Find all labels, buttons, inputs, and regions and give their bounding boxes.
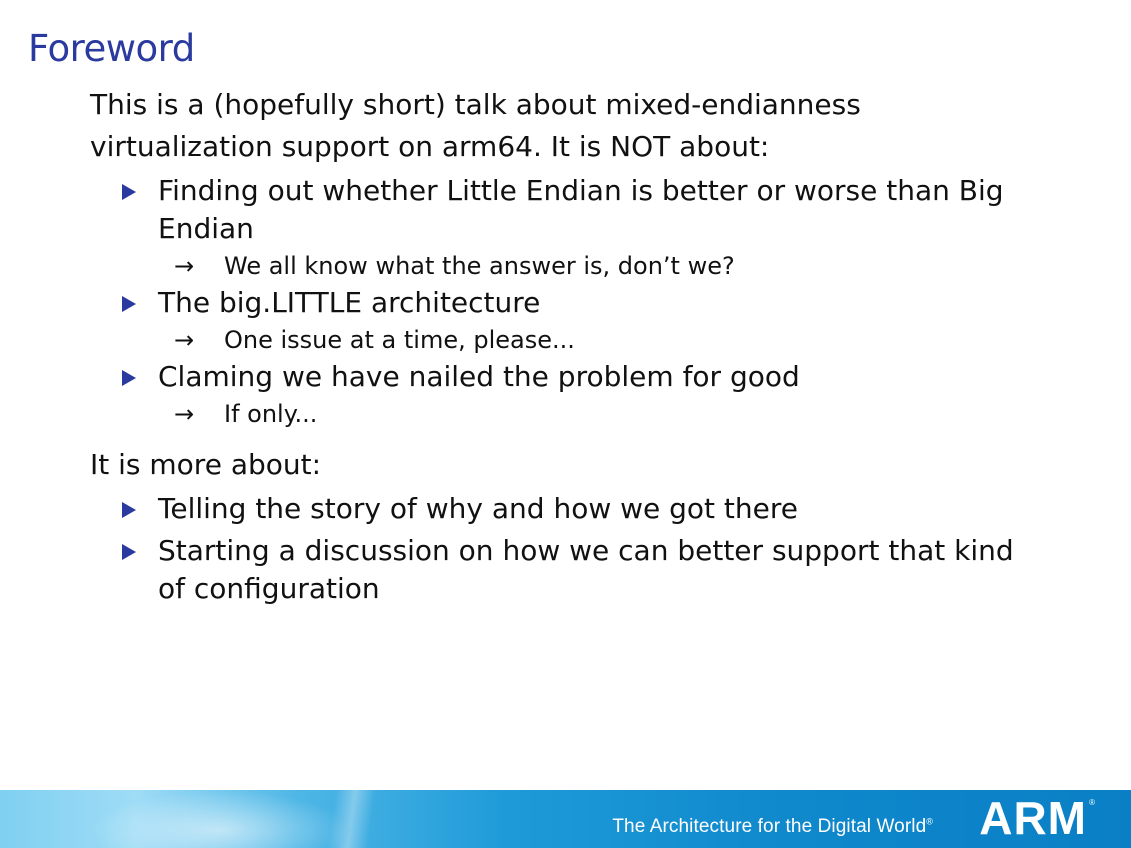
arrow-right-icon: →	[174, 252, 195, 280]
tagline-text: The Architecture for the Digital World	[612, 816, 927, 837]
triangle-right-icon	[122, 184, 136, 200]
list-item	[90, 358, 1050, 432]
not-about-list	[90, 172, 1050, 432]
sub-item-text: If only...	[224, 400, 318, 428]
bullet-text: Claming we have nailed the problem for good	[158, 360, 800, 393]
intro-line-1: This is a (hopefully short) talk about mixed-endianness	[90, 88, 861, 121]
triangle-right-icon	[122, 296, 136, 312]
slide-title: Foreword	[28, 27, 195, 70]
tagline-mark: ®	[926, 816, 933, 827]
intro-paragraph	[90, 84, 1050, 168]
arrow-right-icon: →	[174, 326, 195, 354]
arrow-right-icon: →	[174, 400, 195, 428]
triangle-right-icon	[122, 544, 136, 560]
footer-banner	[0, 790, 1131, 848]
footer-tagline	[612, 816, 933, 838]
arm-logo: ARM	[979, 792, 1087, 844]
list-item	[90, 532, 1050, 608]
more-about-heading: It is more about:	[90, 448, 322, 481]
footer-swoosh	[90, 790, 350, 848]
bullet-text: Starting a discussion on how we can better support that kind	[158, 534, 1014, 567]
bullet-text-cont: of configuration	[158, 572, 380, 605]
sub-item	[90, 396, 1050, 432]
list-item	[90, 172, 1050, 284]
more-about-list	[90, 490, 1050, 608]
list-item	[90, 490, 1050, 528]
triangle-right-icon	[122, 502, 136, 518]
bullet-text-cont: Endian	[158, 212, 254, 245]
slide-content	[90, 84, 1050, 608]
bullet-text: Telling the story of why and how we got there	[158, 492, 799, 525]
bullet-text: Finding out whether Little Endian is better or worse than Big	[158, 174, 1004, 207]
bullet-text: The big.LITTLE architecture	[158, 286, 541, 319]
intro-line-2: virtualization support on arm64. It is NOT about:	[90, 130, 770, 163]
logo-registered-mark: ®	[1089, 798, 1095, 807]
list-item	[90, 284, 1050, 358]
triangle-right-icon	[122, 370, 136, 386]
sub-item	[90, 248, 1050, 284]
sub-item-text: We all know what the answer is, don’t we?	[224, 252, 735, 280]
sub-item	[90, 322, 1050, 358]
sub-item-text: One issue at a time, please...	[224, 326, 575, 354]
